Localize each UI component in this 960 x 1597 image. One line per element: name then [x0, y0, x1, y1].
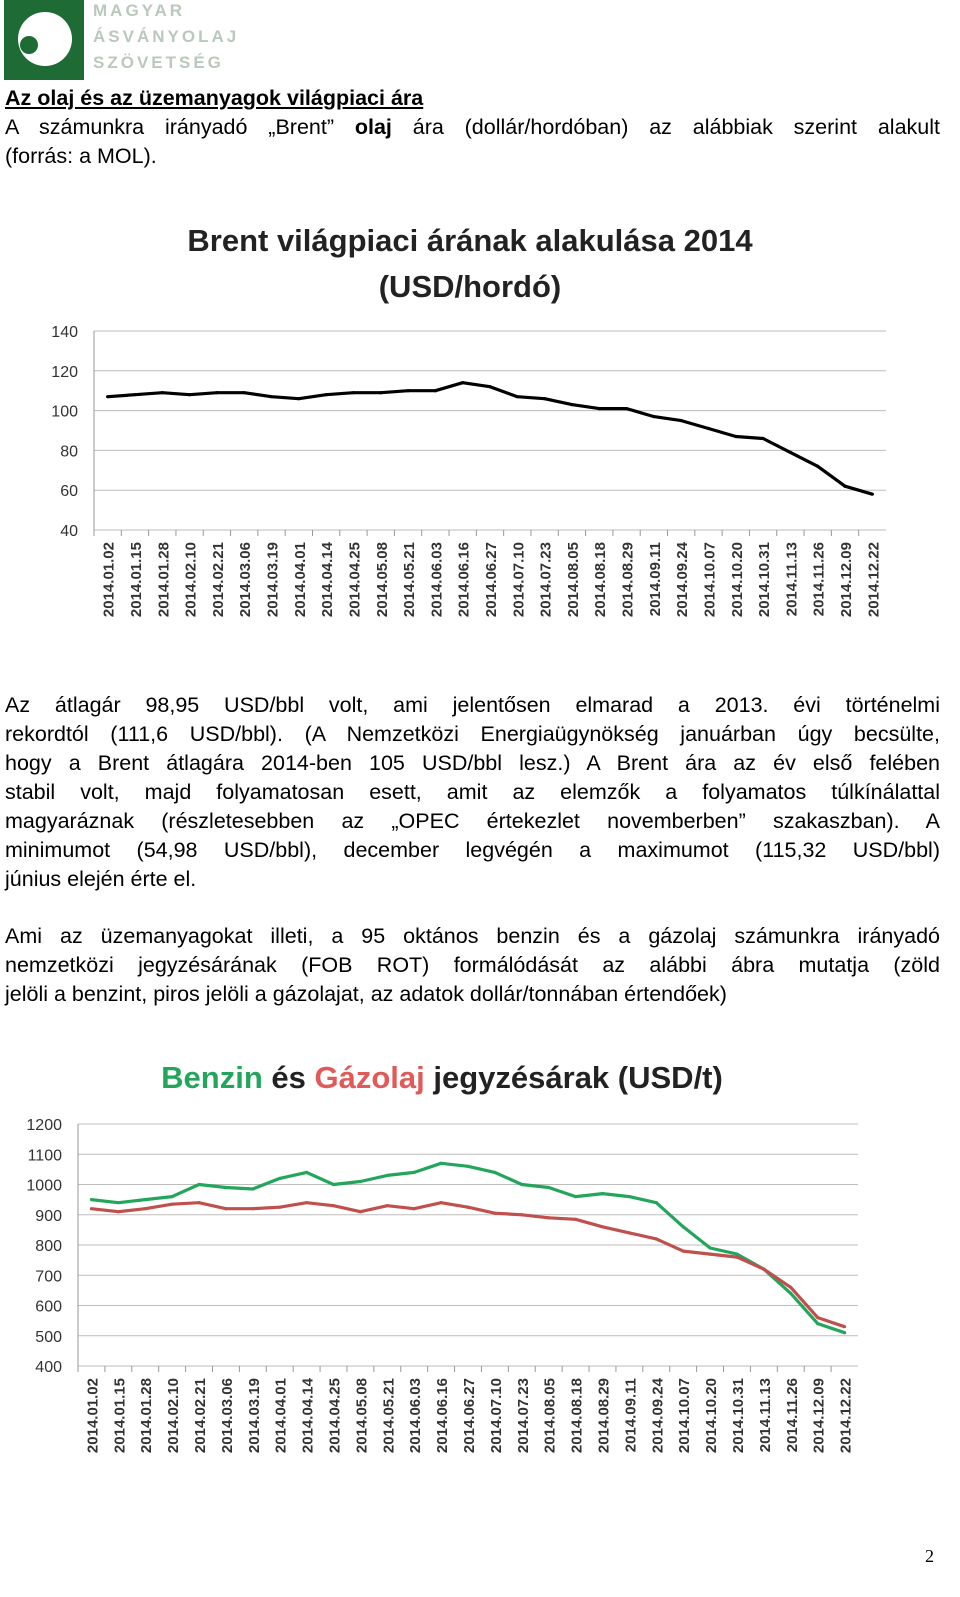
fuel-description-paragraph [5, 922, 940, 1009]
page-number: 2 [925, 1546, 934, 1566]
data-point [493, 1212, 496, 1215]
x-tick-label: 2014.05.08 [353, 1378, 371, 1454]
data-point [413, 1171, 416, 1174]
data-point [762, 437, 765, 440]
data-point [789, 1292, 792, 1295]
x-tick-label: 2014.06.03 [428, 542, 446, 618]
data-point [161, 391, 164, 394]
y-tick-label: 600 [35, 1298, 62, 1316]
data-point [843, 485, 846, 488]
data-point [440, 1201, 443, 1204]
x-tick-label: 2014.11.26 [810, 542, 828, 617]
data-point [332, 1204, 335, 1207]
x-tick-label: 2014.06.27 [483, 542, 500, 618]
x-tick-label: 2014.12.09 [810, 1378, 828, 1454]
data-point [251, 1207, 254, 1210]
paragraph-line: Az átlagár 98,95 USD/bbl volt, ami jelentősen elmarad a 2013. évi történelmi [5, 693, 940, 717]
data-point [332, 1183, 335, 1186]
x-tick-label: 2014.11.13 [756, 1378, 774, 1453]
data-point [574, 1195, 577, 1198]
data-point [871, 493, 874, 496]
data-point [359, 1180, 362, 1183]
x-tick-label: 2014.10.20 [728, 542, 746, 618]
brent-price-chart [0, 200, 960, 660]
y-tick-label: 500 [35, 1328, 62, 1346]
x-tick-label: 2014.05.08 [373, 542, 391, 618]
x-tick-label: 2014.02.10 [165, 1378, 183, 1454]
logo-line-3: SZÖVETSÉG [93, 53, 224, 72]
x-tick-label: 2014.02.21 [209, 542, 227, 618]
data-point [440, 1162, 443, 1165]
x-tick-label: 2014.09.24 [649, 1378, 667, 1454]
data-point [359, 1210, 362, 1213]
paragraph-line: hogy a Brent átlagára 2014-ben 105 USD/bbl lesz.) A Brent ára az év első felében [5, 751, 940, 775]
data-point [144, 1198, 147, 1201]
data-point [601, 1225, 604, 1228]
data-point [734, 435, 737, 438]
paragraph-line: magyaráznak (részletesebben az „OPEC értekezlet novemberben” szakaszban). A [5, 809, 940, 833]
x-tick-label: 2014.06.27 [461, 1378, 478, 1454]
x-tick-label: 2014.12.09 [838, 542, 856, 618]
x-tick-label: 2014.01.02 [100, 542, 118, 618]
data-point [574, 1218, 577, 1221]
data-point [762, 1268, 765, 1271]
x-tick-label: 2014.09.24 [674, 542, 692, 618]
data-point [601, 1192, 604, 1195]
data-point [325, 393, 328, 396]
x-tick-label: 2014.04.01 [272, 1378, 290, 1454]
x-tick-label: 2014.04.25 [346, 542, 364, 618]
intro-line-2: (forrás: a MOL). [5, 144, 157, 168]
x-tick-label: 2014.03.06 [218, 1378, 236, 1454]
data-point [188, 393, 191, 396]
x-tick-label: 2014.08.05 [541, 1378, 559, 1454]
data-point [434, 389, 437, 392]
data-point [520, 1213, 523, 1216]
data-point [547, 1216, 550, 1219]
y-tick-label: 1100 [27, 1147, 62, 1165]
fuel-price-chart [0, 1040, 960, 1500]
x-tick-label: 2014.03.19 [245, 1378, 263, 1454]
chart-title [161, 1060, 723, 1095]
x-tick-label: 2014.07.10 [487, 1378, 505, 1454]
x-tick-label: 2014.08.05 [564, 542, 582, 618]
data-point [171, 1195, 174, 1198]
data-point [682, 1225, 685, 1228]
chart-title-part: jegyzésárak (USD/t) [424, 1060, 723, 1095]
data-point [466, 1206, 469, 1209]
chart-title-part: Benzin [161, 1060, 263, 1095]
x-tick-label: 2014.08.18 [568, 1378, 586, 1454]
data-point [655, 1201, 658, 1204]
data-point [680, 419, 683, 422]
intro-line-1 [5, 113, 940, 142]
data-point [493, 1171, 496, 1174]
data-point [270, 395, 273, 398]
company-logo [4, 0, 254, 80]
data-point [197, 1183, 200, 1186]
data-point [816, 465, 819, 468]
y-tick-label: 1000 [26, 1177, 62, 1195]
data-point [117, 1201, 120, 1204]
paragraph-line: stabil volt, majd folyamatosan esett, amit az elemzők a folyamatos túlkínálattal [5, 780, 940, 804]
paragraph-line: jelöli a benzint, piros jelöli a gázolajat, az adatok dollár/tonnában értendőek) [5, 982, 727, 1006]
x-tick-label: 2014.05.21 [401, 542, 419, 618]
section-heading: Az olaj és az üzemanyagok világpiaci ára [5, 86, 424, 110]
paragraph-line: rekordtól (111,6 USD/bbl). (A Nemzetközi Energiaügynökség januárban úgy becsülte, [5, 722, 940, 746]
logo-line-1: MAGYAR [93, 1, 185, 20]
chart-title-part: és [262, 1060, 315, 1095]
data-point [682, 1249, 685, 1252]
x-tick-label: 2014.04.14 [319, 542, 337, 618]
data-point [598, 407, 601, 410]
x-tick-label: 2014.07.23 [514, 1378, 532, 1454]
data-point [297, 397, 300, 400]
x-tick-label: 2014.01.28 [138, 1378, 156, 1454]
data-point [278, 1177, 281, 1180]
data-point [466, 1165, 469, 1168]
data-point [133, 393, 136, 396]
data-point [789, 451, 792, 454]
x-tick-label: 2014.06.03 [407, 1378, 425, 1454]
x-tick-label: 2014.09.11 [622, 1378, 640, 1453]
data-point [843, 1331, 846, 1334]
x-tick-label: 2014.06.16 [455, 542, 473, 618]
series-line [108, 383, 873, 495]
data-point [516, 395, 519, 398]
logo-mark [4, 0, 84, 80]
y-tick-label: 80 [60, 443, 78, 461]
data-point [625, 407, 628, 410]
data-point [144, 1207, 147, 1210]
x-tick-label: 2014.08.18 [592, 542, 610, 618]
data-point [652, 415, 655, 418]
data-point [543, 397, 546, 400]
data-point [628, 1195, 631, 1198]
logo-dot [20, 36, 38, 54]
y-tick-label: 60 [60, 483, 78, 501]
data-point [106, 395, 109, 398]
x-tick-label: 2014.10.07 [676, 1378, 694, 1454]
x-tick-label: 2014.08.29 [619, 542, 637, 618]
data-point [224, 1207, 227, 1210]
x-tick-label: 2014.04.14 [299, 1378, 317, 1454]
data-point [305, 1171, 308, 1174]
x-tick-label: 2014.01.28 [155, 542, 173, 618]
intro-text-bold: olaj [354, 115, 392, 139]
x-tick-label: 2014.01.02 [84, 1378, 102, 1454]
y-tick-label: 140 [51, 324, 78, 341]
x-tick-label: 2014.11.26 [783, 1378, 801, 1453]
data-point [171, 1203, 174, 1206]
data-point [406, 389, 409, 392]
x-tick-label: 2014.04.25 [326, 1378, 344, 1454]
y-tick-label: 400 [35, 1359, 62, 1376]
data-point [570, 403, 573, 406]
data-point [655, 1237, 658, 1240]
paragraph-line: minimumot (54,98 USD/bbl), december legvégén a maximumot (115,32 USD/bbl) [5, 838, 940, 862]
intro-text-pre: A számunkra irányadó „Brent” [5, 115, 334, 139]
y-tick-label: 120 [51, 363, 78, 381]
data-point [520, 1183, 523, 1186]
logo-wordmark [93, 0, 239, 76]
y-tick-label: 1200 [26, 1117, 62, 1134]
data-point [90, 1198, 93, 1201]
data-point [305, 1201, 308, 1204]
chart-title: Brent világpiaci árának alakulása 2014 [187, 223, 753, 258]
logo-line-2: ÁSVÁNYOLAJ [93, 27, 240, 46]
data-point [117, 1210, 120, 1213]
x-tick-label: 2014.04.01 [291, 542, 309, 618]
intro-paragraph [5, 113, 940, 171]
data-point [215, 391, 218, 394]
x-tick-label: 2014.10.20 [703, 1378, 721, 1454]
x-tick-label: 2014.07.23 [537, 542, 555, 618]
x-tick-label: 2014.02.10 [182, 542, 200, 618]
data-point [789, 1286, 792, 1289]
x-tick-label: 2014.10.07 [701, 542, 719, 618]
data-point [628, 1231, 631, 1234]
data-point [278, 1206, 281, 1209]
data-point [386, 1204, 389, 1207]
x-tick-label: 2014.10.31 [756, 542, 774, 618]
x-tick-label: 2014.03.06 [237, 542, 255, 618]
paragraph-line: Ami az üzemanyagokat illeti, a 95 oktános benzin és a gázolaj számunkra irányadó [5, 924, 940, 948]
data-point [197, 1201, 200, 1204]
data-point [708, 1246, 711, 1249]
x-tick-label: 2014.10.31 [729, 1378, 747, 1454]
y-tick-label: 40 [60, 523, 78, 540]
data-point [547, 1186, 550, 1189]
x-tick-label: 2014.01.15 [111, 1378, 129, 1454]
data-point [816, 1322, 819, 1325]
x-tick-label: 2014.11.13 [783, 542, 801, 617]
data-point [90, 1207, 93, 1210]
chart-subtitle: (USD/hordó) [378, 269, 562, 304]
data-point [243, 391, 246, 394]
x-tick-label: 2014.08.29 [595, 1378, 613, 1454]
data-point [843, 1325, 846, 1328]
data-point [707, 427, 710, 430]
data-point [735, 1256, 738, 1259]
data-point [379, 391, 382, 394]
y-tick-label: 900 [35, 1207, 62, 1225]
data-point [735, 1252, 738, 1255]
data-point [352, 391, 355, 394]
x-tick-label: 2014.01.15 [127, 542, 145, 618]
y-tick-label: 100 [51, 403, 78, 421]
intro-text-post: ára (dollár/hordóban) az alábbiak szerint alakult [412, 115, 940, 139]
data-point [488, 385, 491, 388]
x-tick-label: 2014.07.10 [510, 542, 528, 618]
x-tick-label: 2014.03.19 [264, 542, 282, 618]
series-line [91, 1163, 844, 1332]
paragraph-line: nemzetközi jegyzésárának (FOB ROT) formálódását az alábbi ábra mutatja (zöld [5, 953, 940, 977]
data-point [413, 1207, 416, 1210]
data-point [251, 1187, 254, 1190]
data-point [461, 381, 464, 384]
x-tick-label: 2014.06.16 [434, 1378, 452, 1454]
y-tick-label: 800 [35, 1238, 62, 1255]
data-point [386, 1174, 389, 1177]
data-point [708, 1252, 711, 1255]
x-tick-label: 2014.02.21 [192, 1378, 210, 1454]
x-tick-label: 2014.12.22 [837, 1378, 855, 1454]
y-tick-label: 700 [35, 1268, 62, 1286]
series-line [91, 1203, 844, 1327]
paragraph-line: június elején érte el. [5, 867, 197, 891]
x-tick-label: 2014.09.11 [646, 542, 664, 617]
brent-description-paragraph [5, 691, 940, 894]
chart-title-part: Gázolaj [314, 1060, 425, 1095]
data-point [816, 1316, 819, 1319]
data-point [224, 1186, 227, 1189]
x-tick-label: 2014.05.21 [380, 1378, 398, 1454]
x-tick-label: 2014.12.22 [865, 542, 883, 618]
